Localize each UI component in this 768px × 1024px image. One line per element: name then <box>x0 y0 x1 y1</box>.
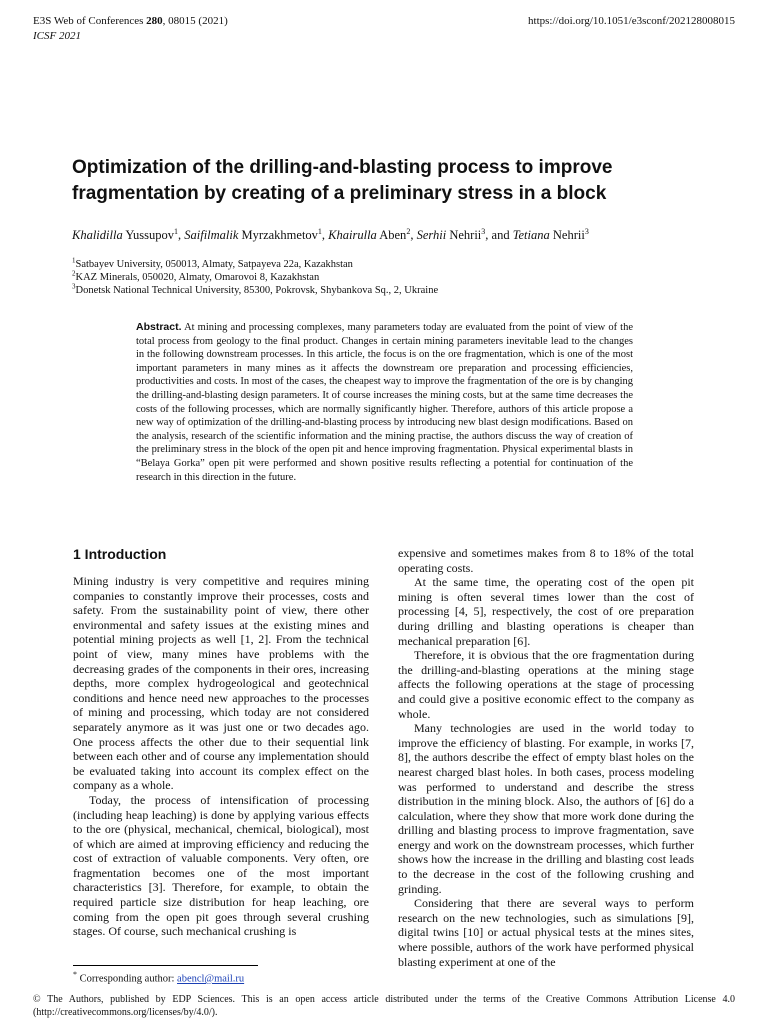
paper-title: Optimization of the drilling-and-blasting process to improve fragmentation by creating of a preliminary stress in a block <box>72 157 613 204</box>
affiliation: $^3$Donetsk National Technical University, 85300, Pokrovsk, Shybankova Sq., 2, Ukraine <box>72 282 439 296</box>
affiliations <box>72 258 712 297</box>
email-link[interactable]: abencl@mail.ru <box>177 973 245 985</box>
affiliation: $^2$KAZ Minerals, 050020, Almaty, Omarovoi 8, Kazakhstan <box>72 269 320 283</box>
paragraph: Many technologies are used in the world today to improve the efficiency of blasting. For example, in works [7, 8], the authors describe the effect of empty blast holes on the nearest charged blast holes. In both cases, process modeling was performed to understand and describe the stress distribution in the mining block. Also, the authors of [6] do a calculation, where they show that more work done during the drilling and blasting process to improve fragmentation, save energy and work on the downstream processes, which further shows how the increase in the drilling and blasting cost leads to the decrease in the cost of the following crushing and grinding. <box>398 721 694 896</box>
author: Khalidilla Yussupov$^1$, <box>72 226 185 242</box>
paragraph: Considering that there are several ways to perform research on the new technologies, such as simulations [9], digital twins [10] or actual physical tests at the mines sites, where possible, authors of the work have performed physical blasting experiment at one of the <box>398 896 694 969</box>
footnote: * Corresponding author: abencl@mail.ru <box>73 970 245 985</box>
right-column <box>398 546 694 969</box>
paragraph: expensive and sometimes makes from 8 to 18% of the total operating costs. <box>398 546 694 575</box>
section-heading: 1 Introduction <box>73 546 167 562</box>
conference-name: ICSF 2021 <box>33 30 81 42</box>
author: Serhii Nehrii$^3$, and <box>416 226 513 242</box>
license-notice: © The Authors, published by EDP Sciences. This is an open access article distributed under the terms of the Creative Commons Attribution License 4.0 (http://creativecommons.org/licenses/by/4.0/). <box>33 994 735 1018</box>
abstract-text: At mining and processing complexes, many parameters today are evaluated from the point of view of the total process from geology to the final product. Changes in certain mining parameters inevitable lead to the changes in the following downstream processes. In this article, the focus is on the ore fragmentation, which is one of the most important parameters in many mines as it affects the downstream ore preparation and processing efficiencies, productivities and costs. In most of the cases, the cheapest way to improve the fragmentation of the ore is by changing the drilling-and-blasting design parameters. It of course increases the mining costs, but at the same time decreases the costs of the following processes, which are normally significantly higher. Therefore, authors of this article propose a new way of optimization of the drilling-and-blasting process by introducing new blast design modifications. Based on the analysis, research of the scientific information and the mining practise, the authors discuss the way of creation of the preliminary stress in the block of the open pit and hence improving fragmentation. Physical experimental blasts in “Belaya Gorka” open pit were performed and shown positive results reflecting a potential for continuation of the research in this direction in the future. <box>136 322 634 483</box>
author-list <box>72 227 712 243</box>
paragraph: Therefore, it is obvious that the ore fragmentation during the drilling-and-blasting operations at the mining stage affects the following operations at the stage of processing and could give a positive economic effect to the company as whole. <box>398 648 694 721</box>
affiliation: $^1$Satbayev University, 050013, Almaty, Satpayeva 22a, Kazakhstan <box>72 256 353 270</box>
footnote-divider <box>73 965 258 966</box>
paragraph: Today, the process of intensification of processing (including heap leaching) is done by applying various effects to the ore (physical, mechanical, chemical, biological), most of which are aimed at improving efficiency and reducing the cost of extraction of valuable components. Very often, ore fragmentation becomes one of the most important characteristics [3]. Therefore, for example, to obtain the required particle size distribution for heap leaching, ore coming from the open pit goes through several crushing stages. Of course, such mechanical crushing is <box>73 792 369 939</box>
author: Tetiana Nehrii$^3$ <box>512 226 589 242</box>
author: Saifilmalik Myrzakhmetov$^1$, <box>184 226 329 242</box>
journal-citation: E3S Web of Conferences 280, 08015 (2021) <box>33 15 228 27</box>
author: Khairulla Aben$^2$, <box>328 226 417 242</box>
doi-link[interactable]: https://doi.org/10.1051/e3sconf/202128008015 <box>528 15 735 27</box>
abstract <box>136 321 633 484</box>
abstract-label: Abstract. <box>136 321 182 333</box>
volume-number: 280 <box>146 15 163 27</box>
left-column <box>73 545 369 939</box>
paragraph: At the same time, the operating cost of the open pit mining is often several times lower than the cost of processing [4, 5], respectively, the cost of ore preparation during drilling and blasting operations is cheaper than mechanical preparation [6]. <box>398 575 694 648</box>
paragraph: Mining industry is very competitive and requires mining companies to constantly improve their processes, costs and safety. From the sustainability point of view, there other environmental and safety issues at the existing mines and potential mining projects as well [1, 2]. From the technical point of view, many mines have problems with the decreasing grades of the components in their ores, increasing depths, more complex hydrogeological and geotechnical conditions and hence need new approaches to the processes of mining and processing, which today are not considered separately anymore as it was just one or two decades ago. One process affects the other due to their sequential link between each other and of course any implementation should be evaluated taking into account its complex effect on the company as a whole. <box>73 574 369 793</box>
